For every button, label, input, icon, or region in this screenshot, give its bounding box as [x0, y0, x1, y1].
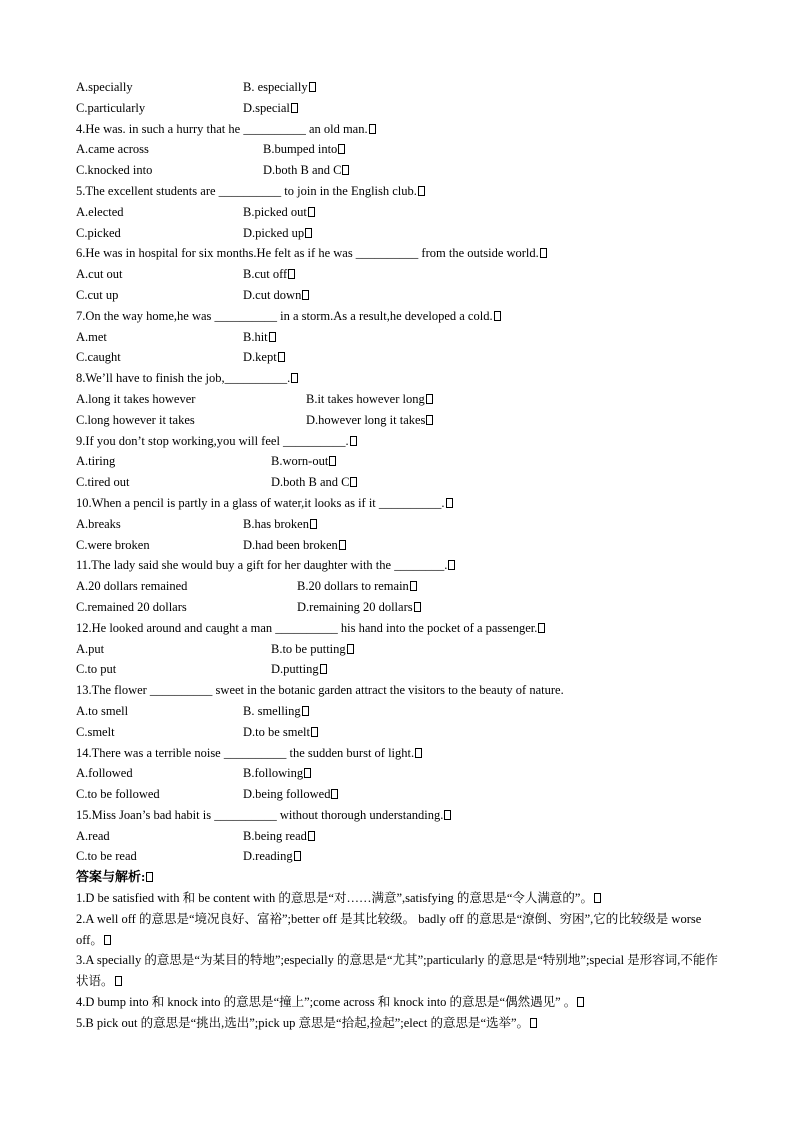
question-stem: [76, 555, 726, 576]
box-mark-icon: [329, 456, 336, 466]
box-mark-icon: [418, 186, 425, 196]
answer-list: [76, 888, 726, 1034]
option-left: C.to be followed: [76, 787, 160, 802]
question-stem: [76, 306, 726, 327]
option-right: D.reading: [243, 846, 301, 867]
options-row: [76, 639, 726, 660]
box-mark-icon: [146, 872, 153, 882]
answers-title: 答案与解析:: [76, 867, 726, 888]
answer-text: 2.A well off 的意思是“境况良好、富裕”;better off 是其比较级。 badly off 的意思是“潦倒、穷困”,它的比较级是 worse off。: [76, 911, 702, 947]
box-mark-icon: [278, 352, 285, 362]
option-right: B.being read: [243, 826, 315, 847]
question-stem: [76, 181, 726, 202]
option-right: D.had been broken: [243, 535, 346, 556]
box-mark-icon: [291, 103, 298, 113]
question-stem: [76, 243, 726, 264]
options-row: [76, 98, 726, 119]
option-right: D.to be smelt: [243, 722, 318, 743]
answer-explanation: [76, 909, 726, 951]
box-mark-icon: [540, 248, 547, 258]
box-mark-icon: [369, 124, 376, 134]
box-mark-icon: [294, 851, 301, 861]
options-row: [76, 659, 726, 680]
answer-explanation: [76, 950, 726, 992]
box-mark-icon: [347, 644, 354, 654]
document-page: [76, 77, 726, 1034]
question-stem: [76, 680, 726, 701]
box-mark-icon: [414, 602, 421, 612]
option-right: B.picked out: [243, 202, 315, 223]
option-right: B.to be putting: [271, 639, 354, 660]
question-text: 4.He was. in such a hurry that he __________ an old man.: [76, 121, 368, 136]
box-mark-icon: [308, 831, 315, 841]
question-text: 11.The lady said she would buy a gift for her daughter with the ________.: [76, 558, 448, 573]
option-left: C.caught: [76, 350, 121, 365]
box-mark-icon: [269, 332, 276, 342]
box-mark-icon: [538, 623, 545, 633]
options-row: [76, 327, 726, 348]
box-mark-icon: [104, 935, 111, 945]
option-left: A.cut out: [76, 267, 123, 282]
question-stem: [76, 743, 726, 764]
option-right: B.20 dollars to remain: [297, 576, 417, 597]
option-right: D.kept: [243, 347, 285, 368]
options-row: [76, 597, 726, 618]
options-row: [76, 472, 726, 493]
options-row: [76, 451, 726, 472]
option-right: D.both B and C: [271, 472, 357, 493]
option-left: C.to put: [76, 662, 117, 677]
option-right: B.worn-out: [271, 451, 336, 472]
question-text: 13.The flower __________ sweet in the botanic garden attract the visitors to the beauty of nature.: [76, 683, 564, 698]
question-stem: [76, 618, 726, 639]
option-left: C.remained 20 dollars: [76, 599, 187, 614]
option-right: D.picked up: [243, 223, 312, 244]
box-mark-icon: [291, 373, 298, 383]
option-left: C.knocked into: [76, 163, 153, 178]
box-mark-icon: [342, 165, 349, 175]
question-text: 5.The excellent students are __________ to join in the English club.: [76, 183, 417, 198]
option-left: A.breaks: [76, 516, 121, 531]
question-text: 8.We’ll have to finish the job,__________.: [76, 371, 291, 386]
option-right: D.both B and C: [263, 160, 349, 181]
option-right: D.cut down: [243, 285, 309, 306]
option-left: C.picked: [76, 225, 121, 240]
answer-text: 5.B pick out 的意思是“挑出,选出”;pick up 意思是“拾起,捡起”;elect 的意思是“选举”。: [76, 1015, 530, 1030]
option-left: A.elected: [76, 204, 124, 219]
option-right: D.however long it takes: [306, 410, 433, 431]
option-right: B.following: [243, 763, 311, 784]
box-mark-icon: [350, 477, 357, 487]
options-row: [76, 389, 726, 410]
option-left: A.specially: [76, 80, 133, 94]
option-right: B.it takes however long: [306, 389, 433, 410]
box-mark-icon: [320, 664, 327, 674]
options-row: [76, 784, 726, 805]
option-right: B. smelling: [243, 701, 309, 722]
question-stem: [76, 431, 726, 452]
box-mark-icon: [426, 394, 433, 404]
question-text: 7.On the way home,he was __________ in a storm.As a result,he developed a cold.: [76, 308, 493, 323]
options-row: [76, 347, 726, 368]
option-right: D.remaining 20 dollars: [297, 597, 421, 618]
options-row: [76, 701, 726, 722]
box-mark-icon: [304, 768, 311, 778]
box-mark-icon: [530, 1018, 537, 1028]
option-left: C.smelt: [76, 724, 115, 739]
options-row: [76, 410, 726, 431]
option-right: B.bumped into: [263, 139, 345, 160]
options-row: [76, 139, 726, 160]
options-row: [76, 576, 726, 597]
options-row: [76, 514, 726, 535]
box-mark-icon: [494, 311, 501, 321]
box-mark-icon: [302, 290, 309, 300]
option-left: A.put: [76, 641, 105, 656]
box-mark-icon: [288, 269, 295, 279]
option-left: A.long it takes however: [76, 391, 196, 406]
option-left: A.came across: [76, 142, 149, 157]
answer-text: 4.D bump into 和 knock into 的意思是“撞上”;come across 和 knock into 的意思是“偶然遇见” 。: [76, 995, 577, 1010]
box-mark-icon: [309, 82, 316, 92]
box-mark-icon: [594, 893, 601, 903]
question-text: 12.He looked around and caught a man __________ his hand into the pocket of a passenger.: [76, 620, 538, 635]
box-mark-icon: [415, 748, 422, 758]
box-mark-icon: [446, 498, 453, 508]
option-left: A.tiring: [76, 454, 116, 469]
option-right: B.hit: [243, 327, 276, 348]
options-row: [76, 846, 726, 867]
box-mark-icon: [577, 997, 584, 1007]
question-text: 9.If you don’t stop working,you will feel __________.: [76, 433, 349, 448]
option-left: A.met: [76, 329, 107, 344]
options-row: [76, 826, 726, 847]
answer-text: 1.D be satisfied with 和 be content with 的意思是“对……满意”,satisfying 的意思是“令人满意的”。: [76, 891, 593, 906]
question-stem: [76, 805, 726, 826]
box-mark-icon: [308, 207, 315, 217]
question-text: 6.He was in hospital for six months.He felt as if he was __________ from the outside world.: [76, 246, 539, 261]
option-left: C.cut up: [76, 287, 119, 302]
option-left: C.long however it takes: [76, 412, 195, 427]
box-mark-icon: [444, 810, 451, 820]
question-stem: [76, 119, 726, 140]
question-stem: [76, 493, 726, 514]
option-right: B.cut off: [243, 264, 295, 285]
question-text: 15.Miss Joan’s bad habit is __________ without thorough understanding.: [76, 807, 444, 822]
box-mark-icon: [426, 415, 433, 425]
options-row: [76, 160, 726, 181]
options-row: [76, 77, 726, 98]
option-right: D.putting: [271, 659, 327, 680]
answer-text: 3.A specially 的意思是“为某目的特地”;especially 的意思是“尤其”;particularly 的意思是“特别地”;special 是形容词,不能作状语。: [76, 953, 718, 989]
options-row: [76, 223, 726, 244]
question-text: 10.When a pencil is partly in a glass of water,it looks as if it __________.: [76, 495, 445, 510]
box-mark-icon: [311, 727, 318, 737]
option-left: C.particularly: [76, 100, 146, 115]
option-right: B.has broken: [243, 514, 317, 535]
option-left: A.20 dollars remained: [76, 579, 188, 594]
option-left: A.to smell: [76, 703, 129, 718]
options-row: [76, 264, 726, 285]
option-right: B. especially: [243, 77, 316, 98]
options-row: [76, 535, 726, 556]
option-left: C.to be read: [76, 849, 137, 864]
options-row: [76, 722, 726, 743]
options-row: [76, 202, 726, 223]
options-row: [76, 763, 726, 784]
question-text: 14.There was a terrible noise __________ the sudden burst of light.: [76, 745, 415, 760]
answer-explanation: [76, 992, 726, 1013]
box-mark-icon: [305, 228, 312, 238]
box-mark-icon: [350, 436, 357, 446]
option-left: A.followed: [76, 766, 133, 781]
option-right: D.special: [243, 98, 298, 119]
box-mark-icon: [310, 519, 317, 529]
option-left: C.tired out: [76, 475, 130, 490]
question-list: [76, 77, 726, 867]
box-mark-icon: [331, 789, 338, 799]
box-mark-icon: [448, 560, 455, 570]
option-right: D.being followed: [243, 784, 338, 805]
box-mark-icon: [339, 540, 346, 550]
question-stem: [76, 368, 726, 389]
box-mark-icon: [302, 706, 309, 716]
answer-explanation: [76, 888, 726, 909]
options-row: [76, 285, 726, 306]
option-left: A.read: [76, 828, 110, 843]
answer-explanation: [76, 1013, 726, 1034]
box-mark-icon: [338, 144, 345, 154]
option-left: C.were broken: [76, 537, 150, 552]
box-mark-icon: [115, 976, 122, 986]
box-mark-icon: [410, 581, 417, 591]
